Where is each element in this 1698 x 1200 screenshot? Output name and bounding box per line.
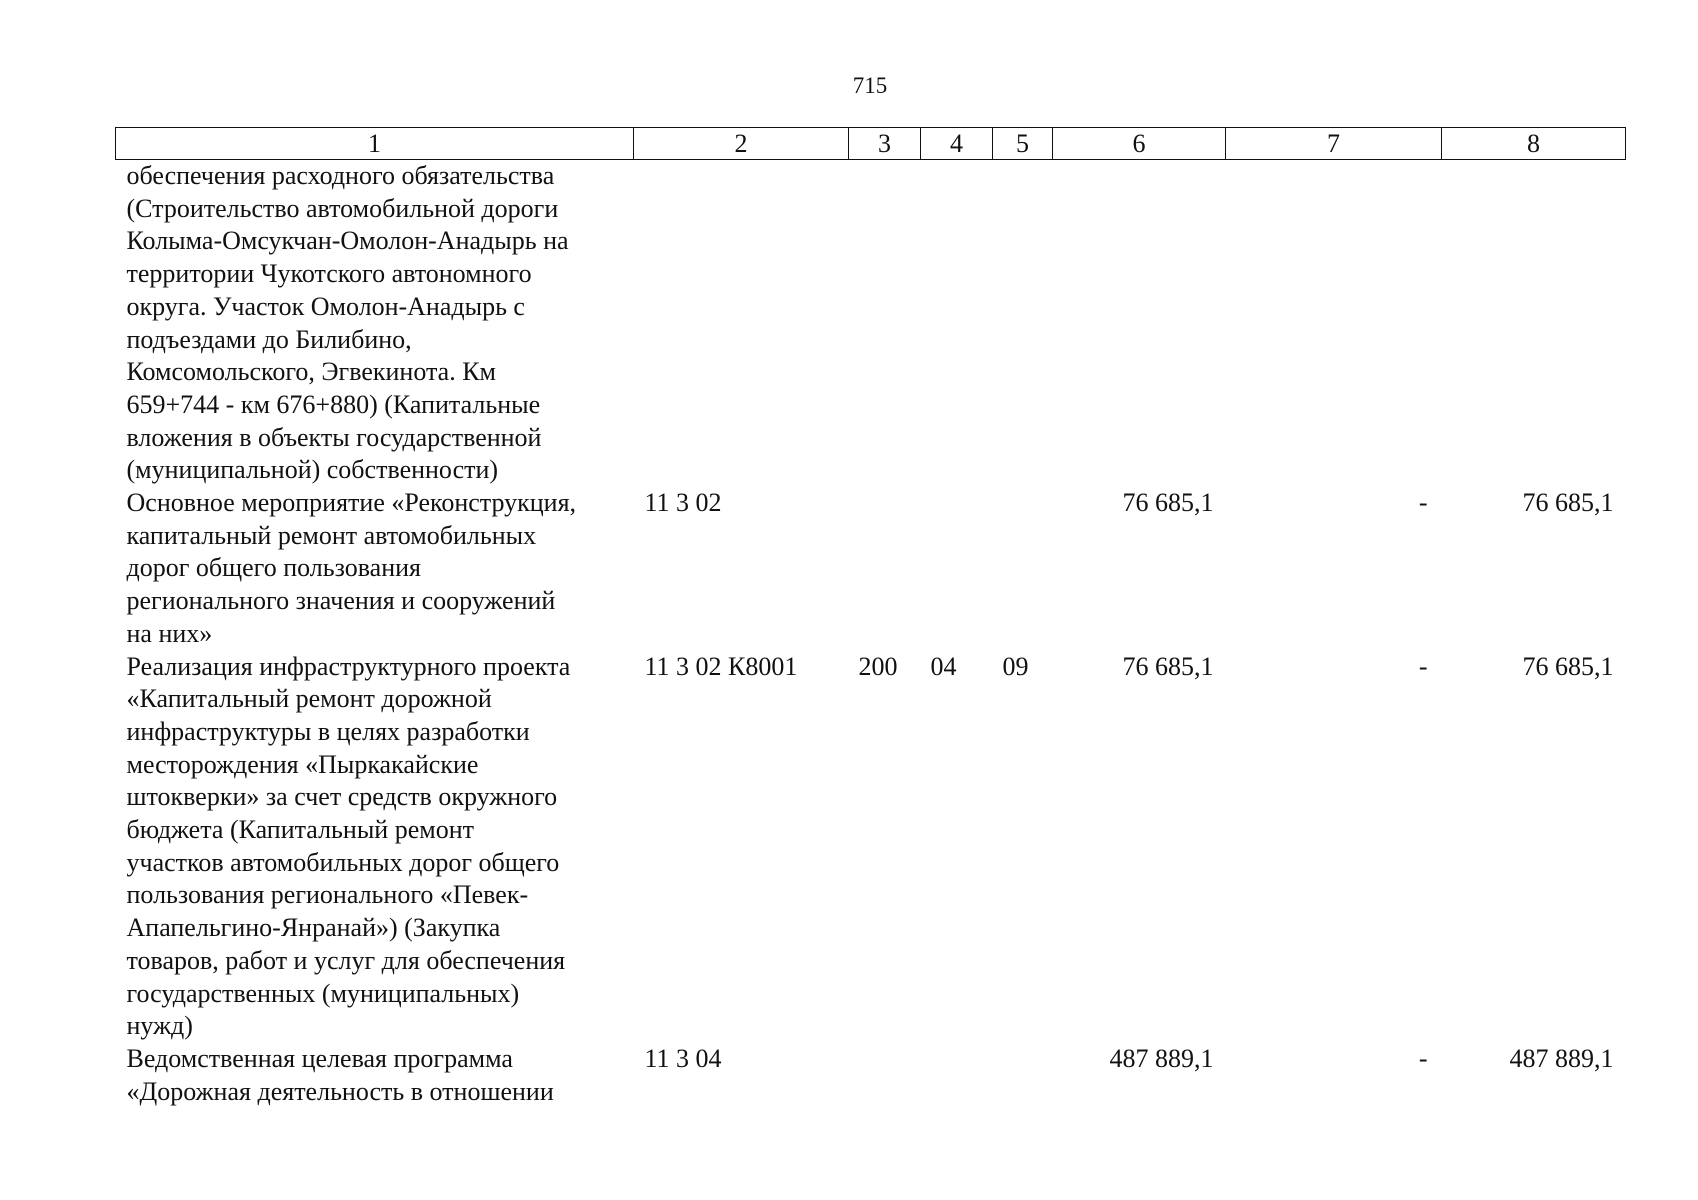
row-name	[116, 1043, 634, 1108]
table-row	[116, 1043, 1626, 1108]
row-col-4	[921, 487, 993, 651]
row-name-line: вложения в объекты государственной	[126, 422, 542, 452]
row-col-3: 200	[858, 651, 898, 681]
budget-table	[115, 127, 1626, 1108]
row-name-line: штокверки» за счет средств окружного	[126, 782, 558, 812]
table-row	[116, 651, 1626, 1043]
row-name	[116, 487, 634, 651]
row-col-4: 04	[930, 651, 957, 681]
header-col-7: 7	[1226, 128, 1442, 160]
row-col-5: 09	[1002, 651, 1029, 681]
row-col-6	[1053, 160, 1226, 488]
row-col-8: 487 889,1	[1509, 1043, 1614, 1073]
page-number: 715	[852, 73, 888, 98]
row-name-line: «Дорожная деятельность в отношении	[126, 1076, 554, 1106]
table-row	[116, 487, 1626, 651]
row-col-6: 76 685,1	[1122, 488, 1214, 518]
row-col-8: 76 685,1	[1522, 651, 1614, 681]
row-name-line: пользования регионального «Певек-	[126, 880, 529, 910]
row-name-line: государственных (муниципальных)	[126, 978, 520, 1008]
row-code: 11 3 04	[644, 1043, 722, 1073]
row-col-6: 487 889,1	[1109, 1043, 1214, 1073]
row-col-5	[993, 1043, 1053, 1108]
header-col-1: 1	[116, 128, 634, 160]
row-col-7	[1226, 160, 1442, 488]
row-name-line: Ведомственная целевая программа	[126, 1043, 513, 1073]
row-col-4	[921, 160, 993, 488]
row-name-line: инфраструктуры в целях разработки	[126, 716, 530, 746]
row-name-line: капитальный ремонт автомобильных	[126, 520, 537, 550]
row-code: 11 3 02	[644, 488, 722, 518]
row-name-line: бюджета (Капитальный ремонт	[126, 815, 474, 845]
row-col-8: 76 685,1	[1522, 488, 1614, 518]
row-name-line: Реализация инфраструктурного проекта	[126, 651, 571, 681]
header-row	[116, 128, 1626, 160]
row-name-line: регионального значения и сооружений	[126, 586, 556, 616]
row-col-4	[921, 1043, 993, 1108]
row-col-8	[1442, 160, 1626, 488]
row-name-line: на них»	[126, 618, 213, 648]
table-row	[116, 160, 1626, 488]
row-name-line: территории Чукотского автономного	[126, 259, 532, 289]
row-name-line: нужд)	[126, 1011, 193, 1041]
header-col-4: 4	[921, 128, 993, 160]
row-name-line: (Строительство автомобильной дороги	[126, 193, 559, 223]
row-name-line: Колыма-Омсукчан-Омолон-Анадырь на	[126, 226, 569, 256]
row-col-5	[993, 160, 1053, 488]
table-header	[116, 128, 1626, 160]
row-name-line: Апапельгино-Янранай») (Закупка	[126, 913, 501, 943]
row-col-6: 76 685,1	[1122, 651, 1214, 681]
row-name	[116, 160, 634, 488]
row-name-line: Комсомольского, Эгвекинота. Км	[126, 357, 496, 387]
row-name-line: подъездами до Билибино,	[126, 324, 412, 354]
row-col-7: -	[1418, 488, 1428, 518]
row-name-line: 659+744 - км 676+880) (Капитальные	[126, 389, 541, 419]
row-name-line: обеспечения расходного обязательства	[126, 161, 555, 190]
row-col-3	[849, 1043, 921, 1108]
row-col-5	[993, 487, 1053, 651]
row-name	[116, 651, 634, 1043]
row-name-line: участков автомобильных дорог общего	[126, 847, 560, 877]
table-body	[116, 160, 1626, 1109]
row-code: 11 3 02 К8001	[644, 651, 798, 681]
row-name-line: месторождения «Пыркакайские	[126, 749, 479, 779]
header-col-8: 8	[1442, 128, 1626, 160]
row-name-line: округа. Участок Омолон-Анадырь с	[126, 291, 525, 321]
header-col-6: 6	[1053, 128, 1226, 160]
row-col-3	[849, 487, 921, 651]
row-name-line: «Капитальный ремонт дорожной	[126, 684, 492, 714]
header-col-5: 5	[993, 128, 1053, 160]
row-name-line: Основное мероприятие «Реконструкция,	[126, 488, 577, 518]
header-col-2: 2	[634, 128, 849, 160]
header-col-3: 3	[849, 128, 921, 160]
row-name-line: дорог общего пользования	[126, 553, 421, 583]
row-col-7: -	[1418, 1043, 1428, 1073]
row-col-3	[849, 160, 921, 488]
row-code	[634, 160, 849, 488]
row-name-line: (муниципальной) собственности)	[126, 455, 499, 485]
row-col-7: -	[1418, 651, 1428, 681]
row-name-line: товаров, работ и услуг для обеспечения	[126, 945, 566, 975]
